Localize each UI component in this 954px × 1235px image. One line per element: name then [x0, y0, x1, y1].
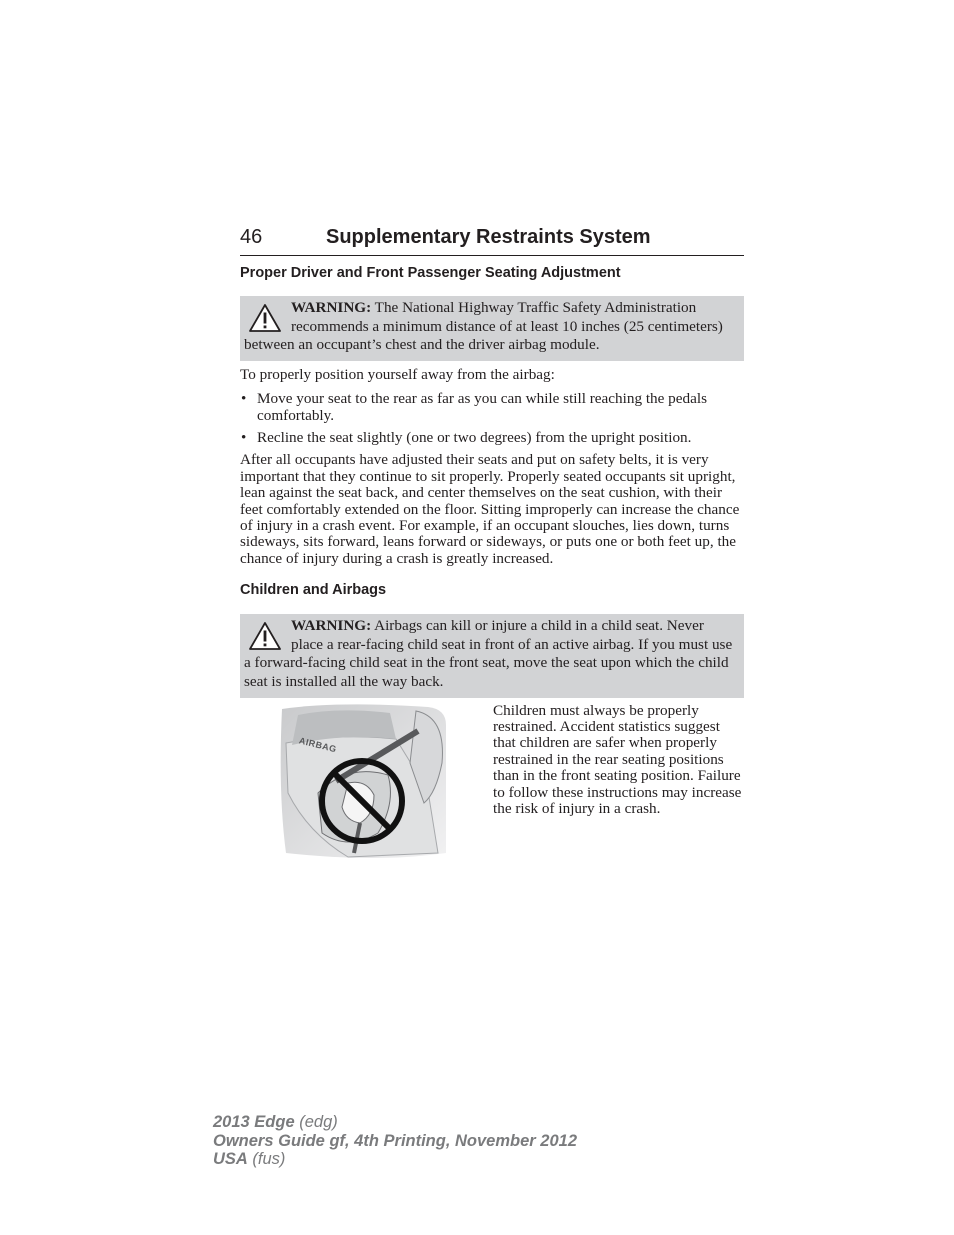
- child-seat-row: [240, 703, 744, 861]
- warning-label: WARNING:: [291, 299, 372, 316]
- footer-line-2: Owners Guide gf, 4th Printing, November 2012: [213, 1131, 577, 1150]
- warning-box-children: [240, 614, 744, 697]
- children-airbags-heading: Children and Airbags: [240, 582, 387, 599]
- children-paragraph: Children must always be properly restrained. Accident statistics suggest that children are safer when properly restrained in the rear seating positions than in the front seating position. Failure to follow these instructions may increase the risk of injury in a crash.: [493, 701, 742, 818]
- page-number: 46: [240, 226, 263, 248]
- footer-line-1: 2013 Edge (edg): [213, 1113, 338, 1131]
- warning-box-distance: [240, 296, 744, 361]
- manual-page: [240, 226, 744, 861]
- warning-triangle-icon: [248, 303, 282, 333]
- list-item: • Move your seat to the rear as far as you can while still reaching the pedals comfortably.: [241, 390, 707, 424]
- list-item: • Recline the seat slightly (one or two degrees) from the upright position.: [241, 429, 692, 446]
- bullet-icon: •: [241, 429, 247, 446]
- section-title: Supplementary Restraints System: [326, 226, 651, 248]
- seating-adjustment-heading: Proper Driver and Front Passenger Seating Adjustment: [240, 265, 621, 281]
- bullet-icon: •: [241, 390, 247, 408]
- intro-text: To properly position yourself away from the airbag:: [240, 365, 555, 383]
- seating-paragraph: After all occupants have adjusted their seats and put on safety belts, it is very important that they continue to sit properly. Properly seated occupants sit upright, lean against the seat back, and center themselves on the seat cushion, with their feet comfortably extended on the floor. Sitting improperly can increase the chance of injury in a crash event. For example, if an occupant slouches, lies down, turns sideways, sits forward, leans forward or sideways, or puts one or both feet up, the chance of injury during a crash is greatly increased.: [240, 451, 740, 567]
- warning-text: Airbags can kill or injure a child in a child seat. Never place a rear-facing child seat in front of an active airbag. If you must use a forward-facing child seat in the front seat, move the seat upon which the child seat is installed all the way back.: [244, 617, 733, 691]
- bullet-list: [240, 391, 744, 446]
- page-footer: [213, 1113, 577, 1169]
- page-header: [240, 226, 744, 256]
- warning-label: WARNING:: [291, 617, 372, 635]
- airbag-label: AIRBAG: [297, 734, 338, 755]
- footer-line-3: USA (fus): [213, 1150, 286, 1168]
- warning-triangle-icon: [248, 621, 282, 651]
- warning-text: The National Highway Traffic Safety Administration recommends a minimum distance of at least 10 inches (25 centimeters) between an occupant’s chest and the driver airbag module.: [244, 299, 723, 354]
- no-rear-facing-child-seat-illustration: [278, 703, 486, 861]
